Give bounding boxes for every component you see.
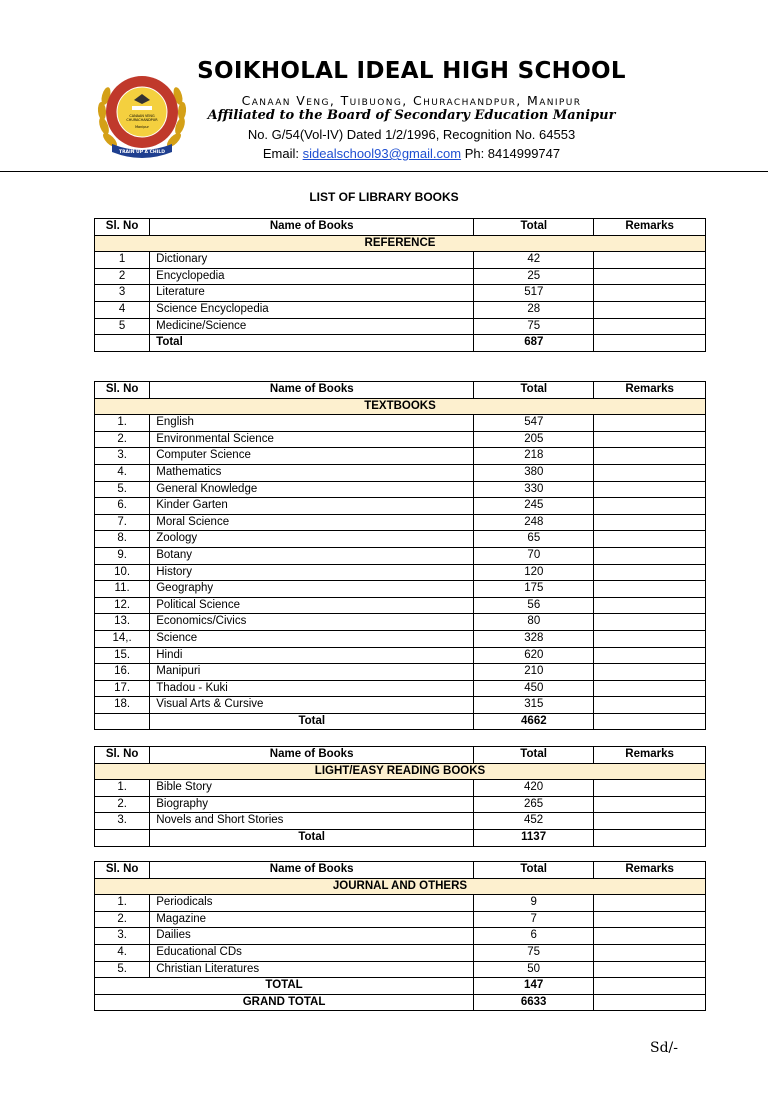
total-sl-cell (95, 335, 150, 352)
row-remarks (594, 697, 706, 714)
row-sl: 7. (95, 514, 150, 531)
row-sl: 12. (95, 597, 150, 614)
row-name: Science (150, 630, 474, 647)
grand-total-remarks (594, 994, 706, 1011)
row-name: Geography (150, 581, 474, 598)
row-total: 175 (474, 581, 594, 598)
row-sl: 15. (95, 647, 150, 664)
row-sl: 1. (95, 895, 150, 912)
row-remarks (594, 514, 706, 531)
table-row (95, 285, 706, 302)
row-total: 450 (474, 680, 594, 697)
section-title: TEXTBOOKS (95, 398, 706, 415)
table-row (95, 614, 706, 631)
table-row (95, 547, 706, 564)
section-title: REFERENCE (95, 235, 706, 252)
total-value: 4662 (474, 713, 594, 730)
row-remarks (594, 928, 706, 945)
row-remarks (594, 268, 706, 285)
email-link[interactable]: sidealschool93@gmail.com (302, 146, 462, 161)
row-name: Magazine (150, 911, 474, 928)
registration-line: No. G/54(Vol-IV) Dated 1/2/1996, Recognition No. 64553 (247, 127, 576, 142)
document-title: LIST OF LIBRARY BOOKS (309, 190, 459, 204)
email-label: Email: (262, 146, 299, 161)
row-name: History (150, 564, 474, 581)
row-name: Botany (150, 547, 474, 564)
row-name: Economics/Civics (150, 614, 474, 631)
row-sl: 3 (95, 285, 150, 302)
table-row (95, 514, 706, 531)
row-sl: 4. (95, 464, 150, 481)
letterhead (0, 0, 768, 175)
row-total: 56 (474, 597, 594, 614)
row-sl: 8. (95, 531, 150, 548)
row-name: General Knowledge (150, 481, 474, 498)
affiliation-line: Affiliated to the Board of Secondary Education Manipur (207, 108, 616, 123)
row-total: 6 (474, 928, 594, 945)
col-name-header: Name of Books (150, 862, 474, 879)
total-remarks (594, 829, 706, 846)
table-row (95, 911, 706, 928)
row-remarks (594, 252, 706, 269)
row-total: 265 (474, 796, 594, 813)
table-row (95, 252, 706, 269)
section-title: JOURNAL AND OTHERS (95, 878, 706, 895)
row-remarks (594, 961, 706, 978)
table-row (95, 680, 706, 697)
row-total: 380 (474, 464, 594, 481)
table-header-row (95, 219, 706, 236)
row-name: Thadou - Kuki (150, 680, 474, 697)
table-row (95, 796, 706, 813)
row-sl: 13. (95, 614, 150, 631)
row-name: Zoology (150, 531, 474, 548)
grand-total-value: 6633 (474, 994, 594, 1011)
col-name-header: Name of Books (150, 382, 474, 399)
row-remarks (594, 531, 706, 548)
table-row (95, 697, 706, 714)
svg-text:CANAAN VENG: CANAAN VENG (129, 114, 155, 118)
row-total: 25 (474, 268, 594, 285)
total-remarks (594, 978, 706, 995)
row-sl: 2. (95, 911, 150, 928)
total-label: Total (150, 829, 474, 846)
row-total: 248 (474, 514, 594, 531)
total-row (95, 713, 706, 730)
textbooks-table (94, 381, 706, 730)
row-remarks (594, 415, 706, 432)
table-row (95, 647, 706, 664)
row-total: 75 (474, 944, 594, 961)
table-row (95, 301, 706, 318)
row-sl: 2. (95, 431, 150, 448)
col-total-header: Total (474, 862, 594, 879)
row-remarks (594, 301, 706, 318)
col-name-header: Name of Books (150, 219, 474, 236)
table-row (95, 630, 706, 647)
row-total: 420 (474, 780, 594, 797)
section-row (95, 878, 706, 895)
row-remarks (594, 614, 706, 631)
row-name: Educational CDs (150, 944, 474, 961)
row-sl: 1. (95, 415, 150, 432)
row-total: 315 (474, 697, 594, 714)
row-sl: 17. (95, 680, 150, 697)
school-name: SOIKHOLAL IDEAL HIGH SCHOOL (197, 58, 626, 84)
svg-text:Manipur: Manipur (135, 125, 149, 129)
row-name: Mathematics (150, 464, 474, 481)
row-total: 80 (474, 614, 594, 631)
row-remarks (594, 911, 706, 928)
row-name: Dailies (150, 928, 474, 945)
row-remarks (594, 431, 706, 448)
row-sl: 3. (95, 813, 150, 830)
col-name-header: Name of Books (150, 747, 474, 764)
row-name: Manipuri (150, 664, 474, 681)
row-name: Computer Science (150, 448, 474, 465)
section-row (95, 235, 706, 252)
row-name: Literature (150, 285, 474, 302)
row-remarks (594, 796, 706, 813)
row-total: 75 (474, 318, 594, 335)
row-sl: 5. (95, 481, 150, 498)
col-remarks-header: Remarks (594, 382, 706, 399)
row-name: Kinder Garten (150, 498, 474, 515)
col-remarks-header: Remarks (594, 862, 706, 879)
row-total: 120 (474, 564, 594, 581)
row-total: 9 (474, 895, 594, 912)
table-row (95, 664, 706, 681)
table-header-row (95, 747, 706, 764)
table-row (95, 928, 706, 945)
row-sl: 6. (95, 498, 150, 515)
row-name: Environmental Science (150, 431, 474, 448)
total-value: 687 (474, 335, 594, 352)
total-row (95, 829, 706, 846)
row-remarks (594, 664, 706, 681)
phone-number: Ph: 8414999747 (464, 146, 561, 161)
row-remarks (594, 564, 706, 581)
row-name: Dictionary (150, 252, 474, 269)
row-name: Medicine/Science (150, 318, 474, 335)
total-remarks (594, 335, 706, 352)
table-row (95, 318, 706, 335)
row-remarks (594, 630, 706, 647)
table-row (95, 944, 706, 961)
table-row (95, 961, 706, 978)
col-sl-header: Sl. No (95, 862, 150, 879)
row-remarks (594, 680, 706, 697)
section-row (95, 763, 706, 780)
row-name: Periodicals (150, 895, 474, 912)
row-name: Science Encyclopedia (150, 301, 474, 318)
row-total: 50 (474, 961, 594, 978)
row-sl: 3. (95, 448, 150, 465)
table-row (95, 597, 706, 614)
row-remarks (594, 318, 706, 335)
col-remarks-header: Remarks (594, 219, 706, 236)
total-value: 1137 (474, 829, 594, 846)
grand-total-label: GRAND TOTAL (95, 994, 474, 1011)
table-row (95, 581, 706, 598)
table-row (95, 813, 706, 830)
journal-table (94, 861, 706, 1011)
row-name: Hindi (150, 647, 474, 664)
row-remarks (594, 647, 706, 664)
row-remarks (594, 581, 706, 598)
grand-total-row (95, 994, 706, 1011)
col-sl-header: Sl. No (95, 219, 150, 236)
table-row (95, 464, 706, 481)
row-total: 42 (474, 252, 594, 269)
table-row (95, 448, 706, 465)
row-remarks (594, 895, 706, 912)
row-remarks (594, 813, 706, 830)
row-sl: 4. (95, 944, 150, 961)
row-remarks (594, 481, 706, 498)
total-label: Total (150, 713, 474, 730)
row-remarks (594, 464, 706, 481)
table-header-row (95, 382, 706, 399)
row-sl: 3. (95, 928, 150, 945)
row-total: 7 (474, 911, 594, 928)
row-sl: 2. (95, 796, 150, 813)
row-sl: 16. (95, 664, 150, 681)
row-total: 70 (474, 547, 594, 564)
row-name: Encyclopedia (150, 268, 474, 285)
row-total: 218 (474, 448, 594, 465)
total-label: Total (150, 335, 474, 352)
row-total: 547 (474, 415, 594, 432)
table-row (95, 415, 706, 432)
col-remarks-header: Remarks (594, 747, 706, 764)
section-title: LIGHT/EASY READING BOOKS (95, 763, 706, 780)
table-header-row (95, 862, 706, 879)
total-sl-cell (95, 829, 150, 846)
row-sl: 1. (95, 780, 150, 797)
table-row (95, 268, 706, 285)
col-total-header: Total (474, 747, 594, 764)
col-sl-header: Sl. No (95, 382, 150, 399)
row-sl: 1 (95, 252, 150, 269)
total-remarks (594, 713, 706, 730)
signature: Sd/- (650, 1040, 678, 1056)
row-total: 620 (474, 647, 594, 664)
contact-line (0, 146, 768, 161)
row-remarks (594, 448, 706, 465)
table-row (95, 895, 706, 912)
row-total: 205 (474, 431, 594, 448)
row-sl: 18. (95, 697, 150, 714)
row-name: Biography (150, 796, 474, 813)
row-total: 328 (474, 630, 594, 647)
school-address: Canaan Veng, Tuibuong, Churachandpur, Manipur (241, 93, 582, 108)
light-reading-table (94, 746, 706, 847)
table-row (95, 780, 706, 797)
row-sl: 14,. (95, 630, 150, 647)
row-total: 330 (474, 481, 594, 498)
row-remarks (594, 285, 706, 302)
row-remarks (594, 597, 706, 614)
row-sl: 11. (95, 581, 150, 598)
col-total-header: Total (474, 219, 594, 236)
table-row (95, 498, 706, 515)
svg-text:TRAIN UP A CHILD: TRAIN UP A CHILD (119, 150, 165, 155)
table-row (95, 564, 706, 581)
row-name: Visual Arts & Cursive (150, 697, 474, 714)
row-remarks (594, 780, 706, 797)
table-row (95, 531, 706, 548)
row-name: English (150, 415, 474, 432)
row-total: 65 (474, 531, 594, 548)
row-remarks (594, 547, 706, 564)
row-remarks (594, 498, 706, 515)
row-sl: 4 (95, 301, 150, 318)
row-name: Bible Story (150, 780, 474, 797)
total-row (95, 335, 706, 352)
total-label: TOTAL (95, 978, 474, 995)
row-name: Moral Science (150, 514, 474, 531)
row-sl: 2 (95, 268, 150, 285)
svg-text:CHURACHANDPUR: CHURACHANDPUR (126, 118, 158, 122)
row-name: Christian Literatures (150, 961, 474, 978)
row-sl: 10. (95, 564, 150, 581)
row-total: 28 (474, 301, 594, 318)
row-remarks (594, 944, 706, 961)
row-total: 452 (474, 813, 594, 830)
row-total: 245 (474, 498, 594, 515)
total-sl-cell (95, 713, 150, 730)
reference-table (94, 218, 706, 352)
row-total: 210 (474, 664, 594, 681)
header-divider (0, 171, 768, 172)
row-total: 517 (474, 285, 594, 302)
row-sl: 9. (95, 547, 150, 564)
section-row (95, 398, 706, 415)
row-name: Novels and Short Stories (150, 813, 474, 830)
row-sl: 5. (95, 961, 150, 978)
table-row (95, 431, 706, 448)
total-row (95, 978, 706, 995)
row-name: Political Science (150, 597, 474, 614)
row-sl: 5 (95, 318, 150, 335)
col-total-header: Total (474, 382, 594, 399)
table-row (95, 481, 706, 498)
col-sl-header: Sl. No (95, 747, 150, 764)
total-value: 147 (474, 978, 594, 995)
